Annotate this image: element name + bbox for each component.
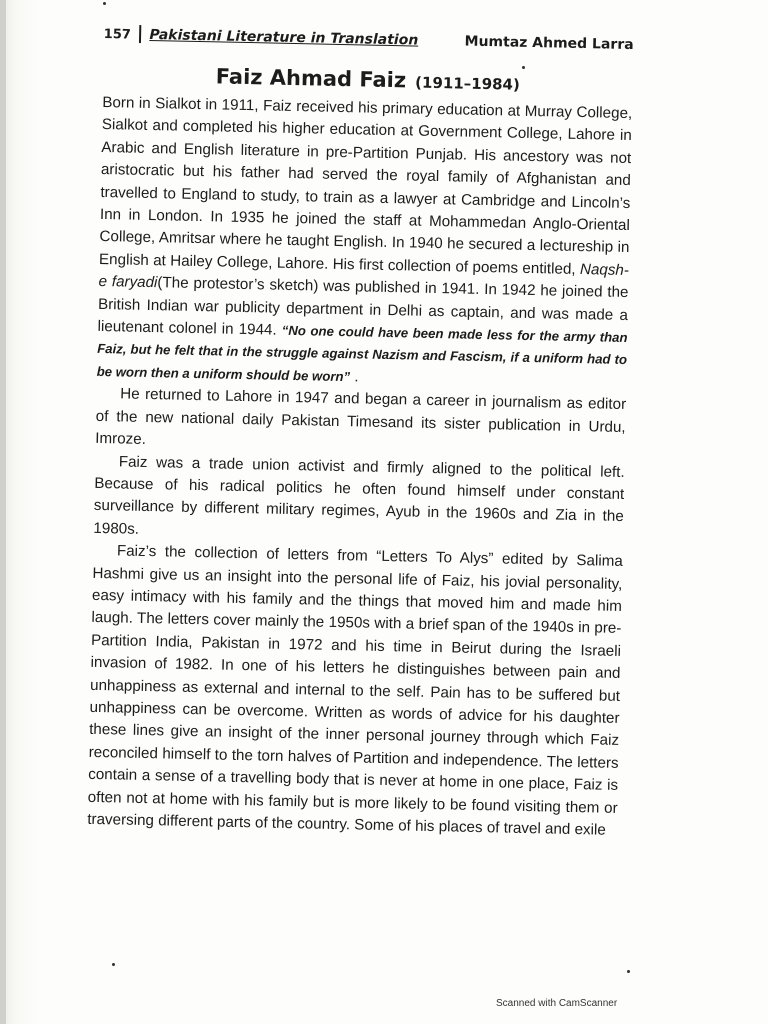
scanner-watermark: Scanned with CamScanner [496, 998, 618, 1009]
paragraph-1-text-2: (The protestor’s sketch) was published in 1941. In 1942 he joined the British Indian war publicity department in Delhi as captain, and was made a lieutenant colonel in 1944. [97, 274, 629, 339]
page-content [87, 22, 634, 842]
article-title: Faiz Ahmad Faiz [215, 64, 407, 93]
paragraph-3: Faiz was a trade union activist and firmly aligned to the political left. Because of his radical politics he often found himself under constant surveillance by different military regimes, Ayub in the 1960s and Zia in the 1980s. [93, 452, 625, 538]
page-number: 157 [103, 26, 132, 43]
paragraph-2: He returned to Lahore in 1947 and began a career in journalism as editor of the new national daily Pakistan Timesand its sister publication in Urdu, Imroze. [95, 385, 627, 449]
article-years: (1911–1984) [414, 73, 521, 94]
quotation: “No one could have been made less for the army than Faiz, but he felt that in the struggle against Nazism and Fascism, if a uniform had to be worn then a uniform should be worn” [96, 322, 628, 385]
scan-speck [522, 66, 525, 69]
poem-title: Naqsh-e faryadi [98, 260, 630, 292]
scan-speck [103, 2, 106, 5]
translator-name: Mumtaz Ahmed Larra [464, 33, 634, 54]
article-body [87, 92, 632, 842]
paragraph-1 [96, 92, 632, 394]
scan-speck [112, 963, 115, 966]
paragraph-1-end: . [349, 368, 359, 386]
paragraph-4: Faiz’s the collection of letters from “Letters To Alys” edited by Salima Hashmi give us an insight into the personal life of Faiz, his jovial personality, easy intimacy with his family and the things that moved him and made him laugh. The letters cover mainly the 1950s with a brief span of the 1940s in pre-Partition India, Pakistan in 1972 and his time in Beirut during the Israeli invasion of 1982. In one of his letters he distinguishes between pain and unhappiness as external and internal to the self. Pain has to be suffered but unhappiness can be overcome. Written as words of advice for his daughter these lines give an insight of the inner personal journey through which Faiz reconciled himself to the torn halves of Partition and independence. The letters contain a sense of a travelling body that is never at home in one place, Faiz is often not at home with his family but is more likely to be found visiting them or traversing different parts of the country. Some of his places of travel and exile [87, 542, 623, 839]
paragraph-1-text: Born in Sialkot in 1911, Faiz received his primary education at Murray College, Sialkot and completed his higher education at Government College, Lahore in Arabic and English literature in pre-Partition Punjab. His ancestory was not aristocratic but his father had served the royal family of Afghanistan and travelled to England to study, to train as a lawyer at Cambridge and Lincoln’s Inn in London. In 1935 he joined the staff at Mohammedan Anglo-Oriental College, Amritsar where he taught English. In 1940 he secured a lectureship in English at Hailey College, Lahore. His first collection of poems entitled, [98, 93, 633, 278]
page-edge-shadow [0, 0, 6, 1024]
journal-title: Pakistani Literature in Translation [149, 26, 419, 49]
header-separator: | [136, 22, 144, 44]
running-header [103, 22, 634, 63]
scan-speck [627, 970, 630, 973]
article-title-row [103, 62, 633, 97]
